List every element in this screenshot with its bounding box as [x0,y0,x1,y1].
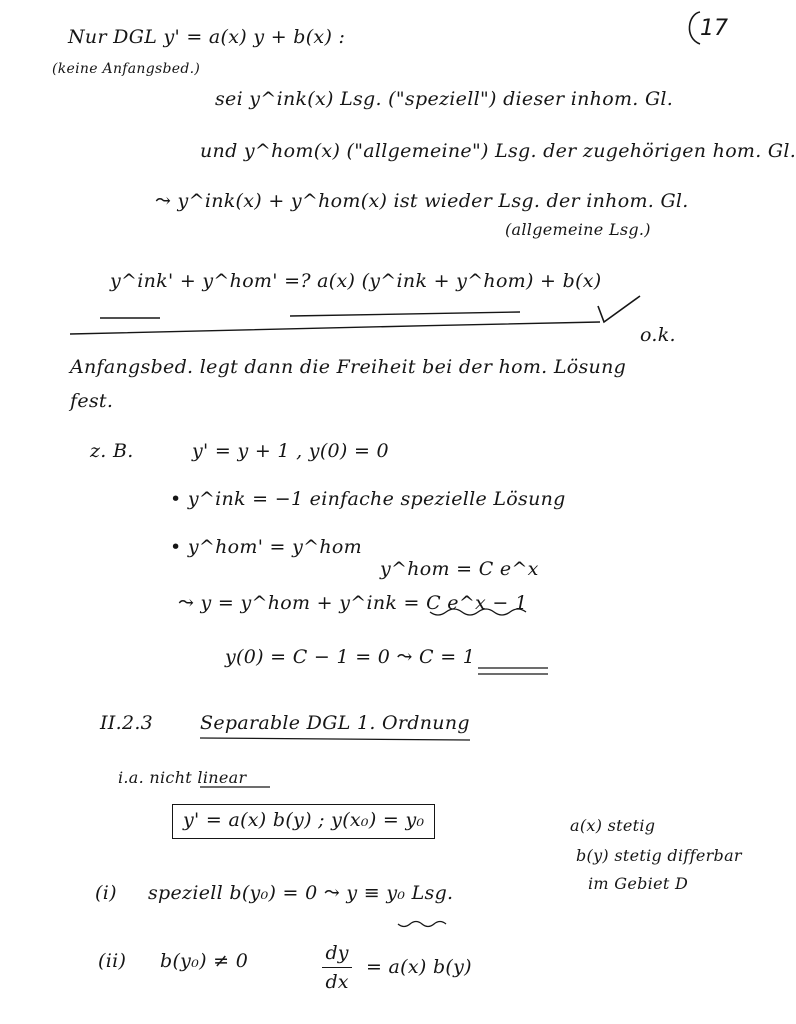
section-title: Separable DGL 1. Ordnung [200,712,470,734]
fraction-bar [322,967,352,968]
boxed-equation: y' = a(x) b(y) ; y(x₀) = y₀ [172,804,435,839]
ok-note: o.k. [640,324,676,346]
underline-squiggle [398,922,446,927]
text-line: Anfangsbed. legt dann die Freiheit bei der hom. Lösung [70,356,627,378]
example-line: y(0) = C − 1 = 0 ⤳ C = 1 [225,646,476,668]
case-line: = a(x) b(y) [366,956,472,978]
case-label: (ii) [98,950,127,972]
underline-mark [200,738,470,740]
fraction-denominator: dx [325,971,349,993]
example-label: z. B. [90,440,134,462]
example-line: y^hom = C e^x [380,558,539,580]
page-number: 17 [700,16,728,41]
text-line: fest. [70,390,114,412]
text-line: (allgemeine Lsg.) [505,220,651,239]
page-number-circle [689,12,700,44]
check-mark-icon [598,296,640,322]
separator-line [70,322,600,334]
section-number: II.2.3 [100,712,154,734]
example-line: ⤳ y = y^hom + y^ink = C e^x − 1 [178,592,528,614]
side-note: b(y) stetig differbar [576,846,742,865]
intro-note: (keine Anfangsbed.) [52,61,201,77]
text-line: sei y^ink(x) Lsg. ("speziell") dieser inhom. Gl. [215,88,674,110]
fraction-numerator: dy [325,942,349,964]
side-note: a(x) stetig [570,816,656,835]
underline-mark [290,312,520,316]
double-underline [478,668,548,674]
example-line: • y^ink = −1 einfache spezielle Lösung [170,488,566,510]
case-line: speziell b(y₀) = 0 ⤳ y ≡ y₀ Lsg. [148,882,454,904]
example-line: y' = y + 1 , y(0) = 0 [192,440,389,462]
side-note: im Gebiet D [588,874,689,893]
formula-line: y^ink' + y^hom' =? a(x) (y^ink + y^hom) + b(x) [110,270,602,292]
text-line: i.a. nicht linear [118,768,247,787]
case-line: b(y₀) ≠ 0 [160,950,249,972]
example-line: • y^hom' = y^hom [170,536,362,558]
case-label: (i) [95,882,117,904]
intro-line: Nur DGL y' = a(x) y + b(x) : [68,26,346,48]
text-line: und y^hom(x) ("allgemeine") Lsg. der zugehörigen hom. Gl. [200,140,796,162]
fraction-dy-dx [322,942,352,993]
text-line: ⤳ y^ink(x) + y^hom(x) ist wieder Lsg. der inhom. Gl. [155,190,689,212]
